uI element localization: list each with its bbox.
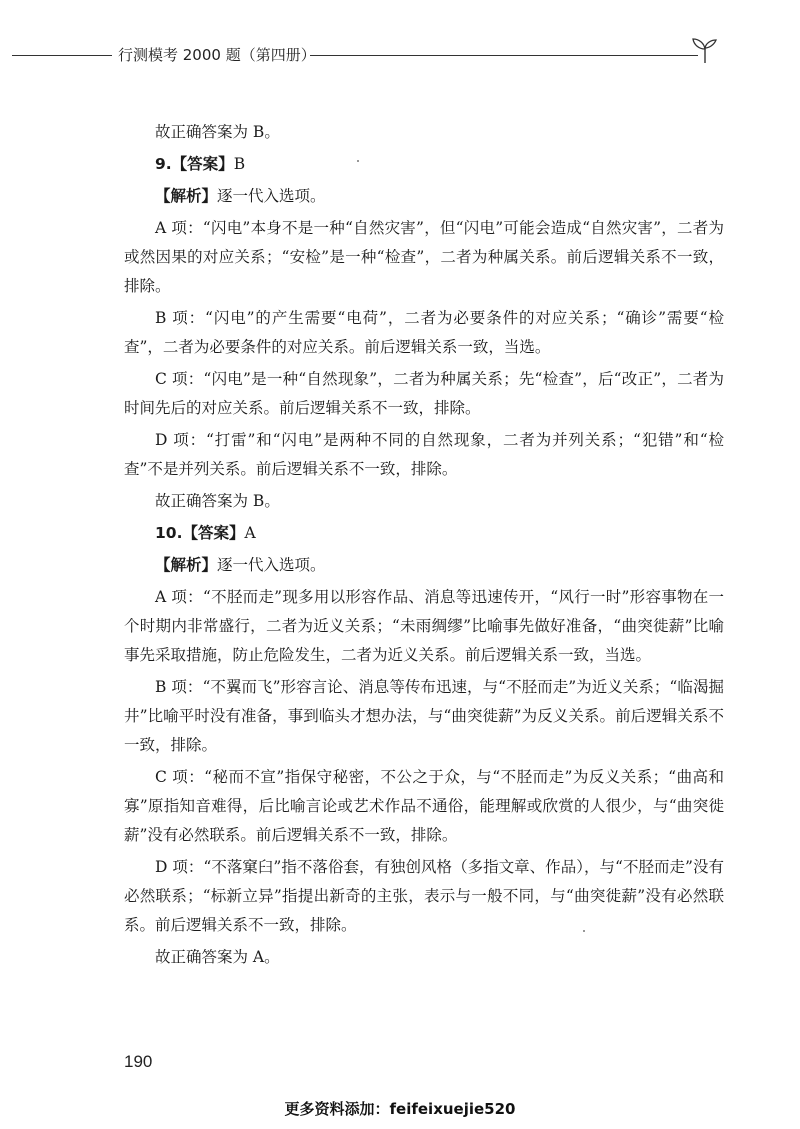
paragraph-text: B 项：“不翼而飞”形容言论、消息等传布迅速，与“不胫而走”为近义关系；“临渴掘井”比喻平时没有准备，事到临头才想办法，与“曲突徙薪”为反义关系。前后逻辑关系不一致，排除。 [124, 678, 724, 754]
page-number: 190 [124, 1052, 153, 1071]
paragraph [124, 853, 724, 940]
answer-label: 【解析】 [155, 556, 218, 574]
paragraph [124, 214, 724, 301]
paragraph [124, 943, 724, 972]
paragraph [124, 487, 724, 516]
paragraph-text: B 项：“闪电”的产生需要“电荷”，二者为必要条件的对应关系；“确诊”需要“检查”，二者为必要条件的对应关系。前后逻辑关系一致，当选。 [124, 309, 724, 356]
paragraph-text: C 项：“秘而不宣”指保守秘密，不公之于众，与“不胫而走”为反义关系；“曲高和寡”原指知音难得，后比喻言论或艺术作品不通俗，能理解或欣赏的人很少，与“曲突徙薪”没有必然联系。前后逻辑关系不一致，排除。 [124, 768, 724, 844]
answer-label: 10.【答案】 [155, 524, 245, 542]
paragraph [124, 763, 724, 850]
paragraph-text: 逐一代入选项。 [217, 187, 326, 205]
paragraph [124, 583, 724, 670]
running-header [0, 36, 800, 76]
paragraph-text: 故正确答案为 A。 [155, 948, 280, 966]
paragraph [124, 519, 724, 548]
answer-label: 9.【答案】 [155, 155, 234, 173]
paragraph-text: D 项：“不落窠臼”指不落俗套，有独创风格（多指文章、作品），与“不胫而走”没有必然联系；“标新立异”指提出新奇的主张，表示与一般不同，与“曲突徙薪”没有必然联系。前后逻辑关系不一致，排除。 [124, 858, 724, 934]
header-rule-left [12, 55, 112, 56]
paragraph [124, 673, 724, 760]
paragraph [124, 150, 724, 179]
header-rule-right [310, 55, 698, 56]
answer-label: 【解析】 [155, 187, 218, 205]
paragraph [124, 182, 724, 211]
paragraph-text: A 项：“不胫而走”现多用以形容作品、消息等迅速传开，“风行一时”形容事物在一个时期内非常盛行，二者为近义关系；“未雨绸缪”比喻事先做好准备，“曲突徙薪”比喻事先采取措施，防止危险发生，二者为近义关系。前后逻辑关系一致，当选。 [124, 588, 724, 664]
paragraph-text: B [233, 155, 246, 173]
paragraph-text: 故正确答案为 B。 [155, 492, 280, 510]
scan-speck [583, 930, 585, 932]
answer-explanation-body [124, 118, 724, 975]
paragraph [124, 365, 724, 423]
header-title: 行测模考 2000 题（第四册） [118, 46, 316, 64]
paragraph-text: C 项：“闪电”是一种“自然现象”，二者为种属关系；先“检查”，后“改正”，二者为时间先后的对应关系。前后逻辑关系不一致，排除。 [124, 370, 724, 417]
paragraph-text: A 项：“闪电”本身不是一种“自然灾害”，但“闪电”可能会造成“自然灾害”，二者为或然因果的对应关系；“安检”是一种“检查”，二者为种属关系。前后逻辑关系不一致，排除。 [124, 219, 724, 295]
paragraph [124, 118, 724, 147]
paragraph [124, 304, 724, 362]
paragraph [124, 426, 724, 484]
sprout-icon [690, 36, 720, 64]
paragraph [124, 551, 724, 580]
footer-label: 更多资料添加： [284, 1100, 390, 1118]
paragraph-text: 故正确答案为 B。 [155, 123, 280, 141]
paragraph-text: A [244, 524, 256, 542]
paragraph-text: 逐一代入选项。 [217, 556, 326, 574]
scan-speck [357, 160, 359, 162]
paragraph-text: D 项：“打雷”和“闪电”是两种不同的自然现象，二者为并列关系；“犯错”和“检查”不是并列关系。前后逻辑关系不一致，排除。 [124, 431, 724, 478]
footer-note [0, 1098, 800, 1119]
footer-contact: feifeixuejie520 [389, 1100, 516, 1118]
